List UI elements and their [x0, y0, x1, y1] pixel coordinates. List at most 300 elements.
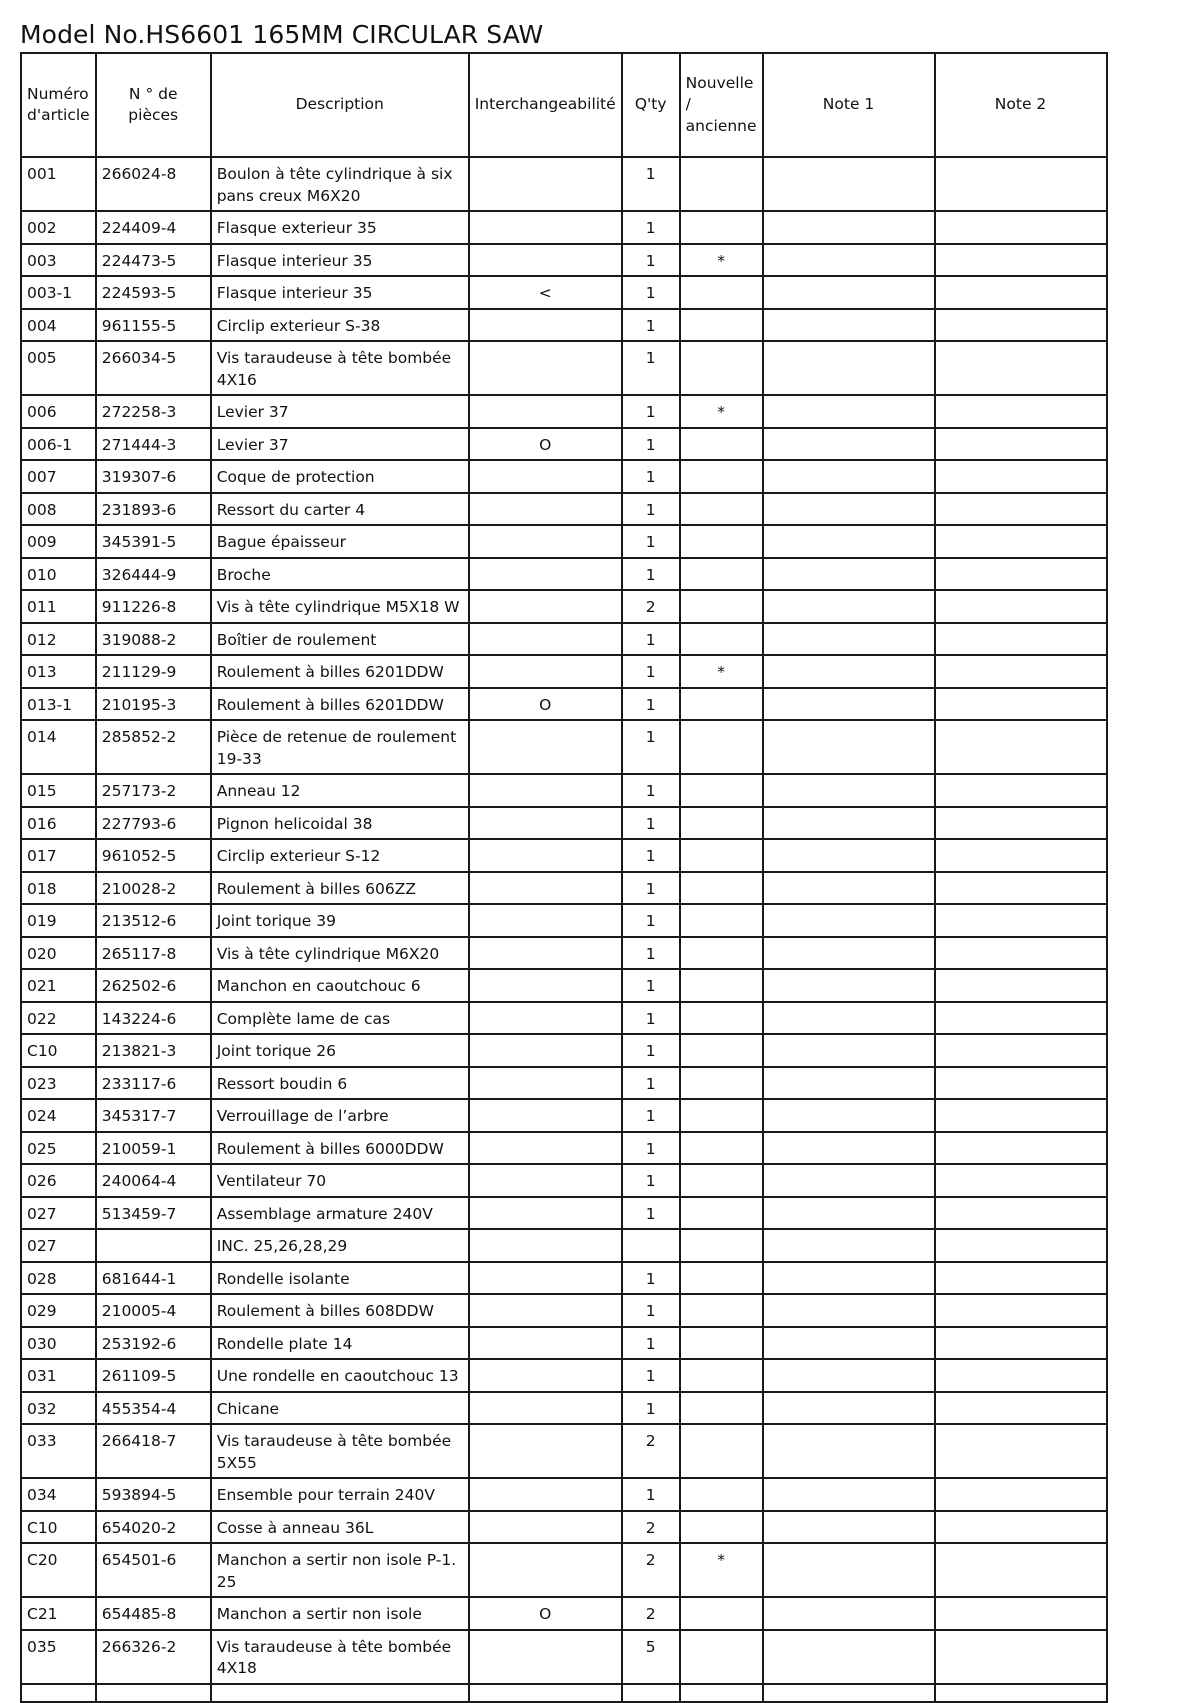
description-cell: Rondelle isolante — [211, 1262, 469, 1295]
quantity-cell: 1 — [622, 937, 680, 970]
quantity-cell: 1 — [622, 1164, 680, 1197]
new-old-cell — [680, 1359, 763, 1392]
interchangeability-cell — [469, 720, 622, 774]
part-number-cell: 227793-6 — [96, 807, 211, 840]
part-number-cell — [96, 1229, 211, 1262]
new-old-cell — [680, 211, 763, 244]
interchangeability-cell — [469, 244, 622, 277]
new-old-cell: * — [680, 395, 763, 428]
note-2-cell — [935, 1294, 1107, 1327]
part-number-cell: 266326-2 — [96, 1630, 211, 1684]
part-number-cell: 271444-3 — [96, 428, 211, 461]
item-number-cell: 023 — [21, 1067, 96, 1100]
table-row — [21, 1132, 1107, 1165]
item-number-cell: 007 — [21, 460, 96, 493]
note-1-cell — [763, 276, 935, 309]
new-old-cell — [680, 309, 763, 342]
description-cell: Ensemble pour terrain 240V — [211, 1478, 469, 1511]
interchangeability-cell — [469, 493, 622, 526]
interchangeability-cell — [469, 460, 622, 493]
note-2-cell — [935, 157, 1107, 211]
quantity-cell: 1 — [622, 276, 680, 309]
description-cell: Une rondelle en caoutchouc 13 — [211, 1359, 469, 1392]
note-1-cell — [763, 839, 935, 872]
header-new-old: Nouvelle / ancienne — [680, 53, 763, 157]
table-row — [21, 590, 1107, 623]
part-number-cell: 654501-6 — [96, 1543, 211, 1597]
part-number-cell: 213821-3 — [96, 1034, 211, 1067]
item-number-cell: 025 — [21, 1132, 96, 1165]
part-number-cell: 261109-5 — [96, 1359, 211, 1392]
item-number-cell: 018 — [21, 872, 96, 905]
interchangeability-cell — [469, 623, 622, 656]
note-2-cell — [935, 1511, 1107, 1544]
note-1-cell — [763, 1630, 935, 1684]
item-number-cell: 014 — [21, 720, 96, 774]
interchangeability-cell — [469, 839, 622, 872]
table-row — [21, 904, 1107, 937]
description-cell: Roulement à billes 6000DDW — [211, 1132, 469, 1165]
table-row — [21, 623, 1107, 656]
interchangeability-cell: O — [469, 688, 622, 721]
item-number-cell: 001 — [21, 157, 96, 211]
description-cell: Flasque interieur 35 — [211, 244, 469, 277]
note-1-cell — [763, 623, 935, 656]
note-2-cell — [935, 1197, 1107, 1230]
note-2-cell — [935, 1327, 1107, 1360]
description-cell: Roulement à billes 608DDW — [211, 1294, 469, 1327]
description-cell: Levier 37 — [211, 395, 469, 428]
interchangeability-cell — [469, 1392, 622, 1425]
new-old-cell — [680, 341, 763, 395]
table-row — [21, 1543, 1107, 1597]
description-cell: Boîtier de roulement — [211, 623, 469, 656]
table-row — [21, 1327, 1107, 1360]
table-row — [21, 1262, 1107, 1295]
quantity-cell: 1 — [622, 1067, 680, 1100]
description-cell: Rondelle plate 14 — [211, 1327, 469, 1360]
item-number-cell: 021 — [21, 969, 96, 1002]
new-old-cell: * — [680, 244, 763, 277]
quantity-cell: 1 — [622, 395, 680, 428]
new-old-cell — [680, 493, 763, 526]
part-number-cell: 455354-4 — [96, 1392, 211, 1425]
description-cell: Circlip exterieur S-38 — [211, 309, 469, 342]
description-cell: Chicane — [211, 1392, 469, 1425]
note-1-cell — [763, 244, 935, 277]
part-number-cell: 253192-6 — [96, 1327, 211, 1360]
interchangeability-cell — [469, 1630, 622, 1684]
note-1-cell — [763, 1392, 935, 1425]
table-row — [21, 493, 1107, 526]
interchangeability-cell — [469, 872, 622, 905]
quantity-cell: 1 — [622, 1197, 680, 1230]
quantity-cell: 1 — [622, 969, 680, 1002]
header-description: Description — [211, 53, 469, 157]
part-number-cell: 266034-5 — [96, 341, 211, 395]
quantity-cell: 2 — [622, 1511, 680, 1544]
new-old-cell — [680, 1478, 763, 1511]
quantity-cell: 1 — [622, 720, 680, 774]
note-2-cell — [935, 904, 1107, 937]
table-row — [21, 872, 1107, 905]
quantity-cell: 1 — [622, 1478, 680, 1511]
note-1-cell — [763, 1424, 935, 1478]
new-old-cell — [680, 1164, 763, 1197]
interchangeability-cell — [469, 558, 622, 591]
new-old-cell — [680, 276, 763, 309]
table-row — [21, 460, 1107, 493]
interchangeability-cell: O — [469, 428, 622, 461]
header-interchangeability: Interchangeabilité — [469, 53, 622, 157]
new-old-cell — [680, 969, 763, 1002]
description-cell: Vis taraudeuse à tête bombée 4X16 — [211, 341, 469, 395]
table-row — [21, 807, 1107, 840]
interchangeability-cell — [469, 1132, 622, 1165]
quantity-cell: 1 — [622, 1327, 680, 1360]
item-number-cell: 003-1 — [21, 276, 96, 309]
interchangeability-cell — [469, 937, 622, 970]
note-2-cell — [935, 1262, 1107, 1295]
interchangeability-cell — [469, 525, 622, 558]
interchangeability-cell — [469, 1164, 622, 1197]
quantity-cell: 1 — [622, 904, 680, 937]
note-1-cell — [763, 1543, 935, 1597]
note-2-cell — [935, 720, 1107, 774]
quantity-cell: 1 — [622, 309, 680, 342]
note-1-cell — [763, 1197, 935, 1230]
part-number-cell: 262502-6 — [96, 969, 211, 1002]
part-number-cell: 265117-8 — [96, 937, 211, 970]
part-number-cell: 654485-8 — [96, 1597, 211, 1630]
table-row — [21, 1294, 1107, 1327]
note-2-cell — [935, 969, 1107, 1002]
item-number-cell: 035 — [21, 1630, 96, 1684]
part-number-cell: 224409-4 — [96, 211, 211, 244]
note-1-cell — [763, 309, 935, 342]
interchangeability-cell — [469, 309, 622, 342]
description-cell: Circlip exterieur S-12 — [211, 839, 469, 872]
note-2-cell — [935, 1392, 1107, 1425]
note-2-cell — [935, 688, 1107, 721]
part-number-cell: 345391-5 — [96, 525, 211, 558]
new-old-cell — [680, 1392, 763, 1425]
item-number-cell: C21 — [21, 1597, 96, 1630]
quantity-cell: 1 — [622, 623, 680, 656]
note-2-cell — [935, 276, 1107, 309]
item-number-cell: 015 — [21, 774, 96, 807]
new-old-cell — [680, 1034, 763, 1067]
part-number-cell: 224473-5 — [96, 244, 211, 277]
part-number-cell: 143224-6 — [96, 1002, 211, 1035]
note-2-cell — [935, 1034, 1107, 1067]
item-number-cell: 005 — [21, 341, 96, 395]
part-number-cell: 240064-4 — [96, 1164, 211, 1197]
part-number-cell: 961052-5 — [96, 839, 211, 872]
item-number-cell: 008 — [21, 493, 96, 526]
part-number-cell: 210028-2 — [96, 872, 211, 905]
note-1-cell — [763, 1164, 935, 1197]
quantity-cell: 1 — [622, 807, 680, 840]
note-2-cell — [935, 1543, 1107, 1597]
new-old-cell — [680, 688, 763, 721]
item-number-cell — [21, 1684, 96, 1702]
table-row — [21, 1478, 1107, 1511]
interchangeability-cell — [469, 1099, 622, 1132]
item-number-cell: 031 — [21, 1359, 96, 1392]
item-number-cell: C20 — [21, 1543, 96, 1597]
description-cell: Cosse à anneau 36L — [211, 1511, 469, 1544]
quantity-cell: 1 — [622, 460, 680, 493]
item-number-cell: 002 — [21, 211, 96, 244]
description-cell: Ressort du carter 4 — [211, 493, 469, 526]
part-number-cell: 911226-8 — [96, 590, 211, 623]
interchangeability-cell: < — [469, 276, 622, 309]
quantity-cell: 1 — [622, 558, 680, 591]
quantity-cell: 1 — [622, 157, 680, 211]
description-cell — [211, 1684, 469, 1702]
note-1-cell — [763, 1684, 935, 1702]
new-old-cell — [680, 1294, 763, 1327]
quantity-cell: 1 — [622, 1132, 680, 1165]
note-1-cell — [763, 341, 935, 395]
note-1-cell — [763, 969, 935, 1002]
quantity-cell: 1 — [622, 872, 680, 905]
note-2-cell — [935, 309, 1107, 342]
quantity-cell: 2 — [622, 590, 680, 623]
table-row — [21, 1229, 1107, 1262]
item-number-cell: 009 — [21, 525, 96, 558]
new-old-cell — [680, 839, 763, 872]
part-number-cell: 319307-6 — [96, 460, 211, 493]
note-2-cell — [935, 525, 1107, 558]
part-number-cell: 210059-1 — [96, 1132, 211, 1165]
new-old-cell — [680, 1132, 763, 1165]
note-2-cell — [935, 623, 1107, 656]
description-cell: Boulon à tête cylindrique à six pans creux M6X20 — [211, 157, 469, 211]
item-number-cell: 033 — [21, 1424, 96, 1478]
item-number-cell: 022 — [21, 1002, 96, 1035]
description-cell: Complète lame de cas — [211, 1002, 469, 1035]
quantity-cell: 1 — [622, 1359, 680, 1392]
new-old-cell — [680, 590, 763, 623]
part-number-cell: 210195-3 — [96, 688, 211, 721]
interchangeability-cell — [469, 590, 622, 623]
new-old-cell — [680, 460, 763, 493]
quantity-cell: 1 — [622, 655, 680, 688]
note-2-cell — [935, 1164, 1107, 1197]
new-old-cell — [680, 1002, 763, 1035]
quantity-cell — [622, 1684, 680, 1702]
part-number-cell: 513459-7 — [96, 1197, 211, 1230]
item-number-cell: 020 — [21, 937, 96, 970]
part-number-cell: 266418-7 — [96, 1424, 211, 1478]
note-1-cell — [763, 720, 935, 774]
new-old-cell — [680, 1511, 763, 1544]
note-2-cell — [935, 1630, 1107, 1684]
note-2-cell — [935, 1359, 1107, 1392]
description-cell: Roulement à billes 6201DDW — [211, 688, 469, 721]
interchangeability-cell — [469, 1543, 622, 1597]
interchangeability-cell — [469, 1034, 622, 1067]
interchangeability-cell — [469, 1002, 622, 1035]
quantity-cell: 1 — [622, 1294, 680, 1327]
quantity-cell: 2 — [622, 1424, 680, 1478]
quantity-cell: 1 — [622, 1262, 680, 1295]
table-row — [21, 395, 1107, 428]
item-number-cell: 032 — [21, 1392, 96, 1425]
description-cell: Joint torique 26 — [211, 1034, 469, 1067]
quantity-cell: 5 — [622, 1630, 680, 1684]
description-cell: Verrouillage de l’arbre — [211, 1099, 469, 1132]
document-title: Model No.HS6601 165MM CIRCULAR SAW — [20, 20, 544, 49]
note-1-cell — [763, 157, 935, 211]
new-old-cell — [680, 1327, 763, 1360]
interchangeability-cell — [469, 807, 622, 840]
note-2-cell — [935, 1229, 1107, 1262]
note-1-cell — [763, 904, 935, 937]
interchangeability-cell — [469, 1359, 622, 1392]
note-1-cell — [763, 1478, 935, 1511]
item-number-cell: 027 — [21, 1197, 96, 1230]
item-number-cell: 012 — [21, 623, 96, 656]
quantity-cell — [622, 1229, 680, 1262]
header-part-number: N ° de pièces — [96, 53, 211, 157]
note-1-cell — [763, 428, 935, 461]
description-cell: Assemblage armature 240V — [211, 1197, 469, 1230]
interchangeability-cell — [469, 1067, 622, 1100]
quantity-cell: 1 — [622, 1392, 680, 1425]
note-1-cell — [763, 1511, 935, 1544]
item-number-cell: 011 — [21, 590, 96, 623]
interchangeability-cell — [469, 1424, 622, 1478]
note-1-cell — [763, 1327, 935, 1360]
quantity-cell: 1 — [622, 244, 680, 277]
note-1-cell — [763, 1597, 935, 1630]
part-number-cell: 319088-2 — [96, 623, 211, 656]
table-row — [21, 341, 1107, 395]
description-cell: Manchon a sertir non isole P-1.25 — [211, 1543, 469, 1597]
note-2-cell — [935, 1132, 1107, 1165]
description-cell: Flasque interieur 35 — [211, 276, 469, 309]
item-number-cell: 004 — [21, 309, 96, 342]
new-old-cell — [680, 720, 763, 774]
interchangeability-cell — [469, 904, 622, 937]
table-row — [21, 157, 1107, 211]
note-2-cell — [935, 395, 1107, 428]
note-2-cell — [935, 244, 1107, 277]
note-1-cell — [763, 493, 935, 526]
note-1-cell — [763, 688, 935, 721]
note-1-cell — [763, 395, 935, 428]
table-row — [21, 655, 1107, 688]
description-cell: Ressort boudin 6 — [211, 1067, 469, 1100]
new-old-cell — [680, 1067, 763, 1100]
item-number-cell: 026 — [21, 1164, 96, 1197]
interchangeability-cell — [469, 1478, 622, 1511]
description-cell: Flasque exterieur 35 — [211, 211, 469, 244]
note-1-cell — [763, 1294, 935, 1327]
note-2-cell — [935, 460, 1107, 493]
interchangeability-cell — [469, 157, 622, 211]
interchangeability-cell — [469, 655, 622, 688]
table-row — [21, 1630, 1107, 1684]
part-number-cell — [96, 1684, 211, 1702]
table-row — [21, 1511, 1107, 1544]
note-2-cell — [935, 493, 1107, 526]
parts-table — [20, 52, 1108, 1703]
new-old-cell — [680, 157, 763, 211]
table-row — [21, 720, 1107, 774]
quantity-cell: 1 — [622, 493, 680, 526]
new-old-cell: * — [680, 655, 763, 688]
part-number-cell: 272258-3 — [96, 395, 211, 428]
new-old-cell — [680, 1197, 763, 1230]
item-number-cell: 019 — [21, 904, 96, 937]
note-2-cell — [935, 774, 1107, 807]
interchangeability-cell: O — [469, 1597, 622, 1630]
quantity-cell: 2 — [622, 1543, 680, 1597]
header-item-number: Numéro d'article — [21, 53, 96, 157]
note-2-cell — [935, 937, 1107, 970]
item-number-cell: 013-1 — [21, 688, 96, 721]
part-number-cell: 345317-7 — [96, 1099, 211, 1132]
new-old-cell — [680, 1684, 763, 1702]
item-number-cell: C10 — [21, 1511, 96, 1544]
description-cell: Roulement à billes 606ZZ — [211, 872, 469, 905]
table-row — [21, 1392, 1107, 1425]
note-1-cell — [763, 1262, 935, 1295]
table-row — [21, 1034, 1107, 1067]
part-number-cell: 210005-4 — [96, 1294, 211, 1327]
quantity-cell: 1 — [622, 525, 680, 558]
table-row — [21, 211, 1107, 244]
table-row — [21, 276, 1107, 309]
table-row — [21, 309, 1107, 342]
header-note-1: Note 1 — [763, 53, 935, 157]
interchangeability-cell — [469, 341, 622, 395]
item-number-cell: 017 — [21, 839, 96, 872]
item-number-cell: 027 — [21, 1229, 96, 1262]
quantity-cell: 1 — [622, 1034, 680, 1067]
part-number-cell: 211129-9 — [96, 655, 211, 688]
new-old-cell — [680, 1630, 763, 1684]
part-number-cell: 224593-5 — [96, 276, 211, 309]
note-1-cell — [763, 872, 935, 905]
new-old-cell — [680, 558, 763, 591]
note-2-cell — [935, 1478, 1107, 1511]
note-2-cell — [935, 590, 1107, 623]
part-number-cell: 213512-6 — [96, 904, 211, 937]
item-number-cell: 003 — [21, 244, 96, 277]
note-2-cell — [935, 341, 1107, 395]
part-number-cell: 593894-5 — [96, 1478, 211, 1511]
note-2-cell — [935, 839, 1107, 872]
table-row — [21, 244, 1107, 277]
note-1-cell — [763, 1132, 935, 1165]
part-number-cell: 681644-1 — [96, 1262, 211, 1295]
new-old-cell — [680, 904, 763, 937]
table-row — [21, 1197, 1107, 1230]
quantity-cell: 2 — [622, 1597, 680, 1630]
new-old-cell — [680, 774, 763, 807]
part-number-cell: 326444-9 — [96, 558, 211, 591]
item-number-cell: 013 — [21, 655, 96, 688]
description-cell: Manchon en caoutchouc 6 — [211, 969, 469, 1002]
interchangeability-cell — [469, 774, 622, 807]
item-number-cell: 010 — [21, 558, 96, 591]
description-cell: Vis taraudeuse à tête bombée 4X18 — [211, 1630, 469, 1684]
